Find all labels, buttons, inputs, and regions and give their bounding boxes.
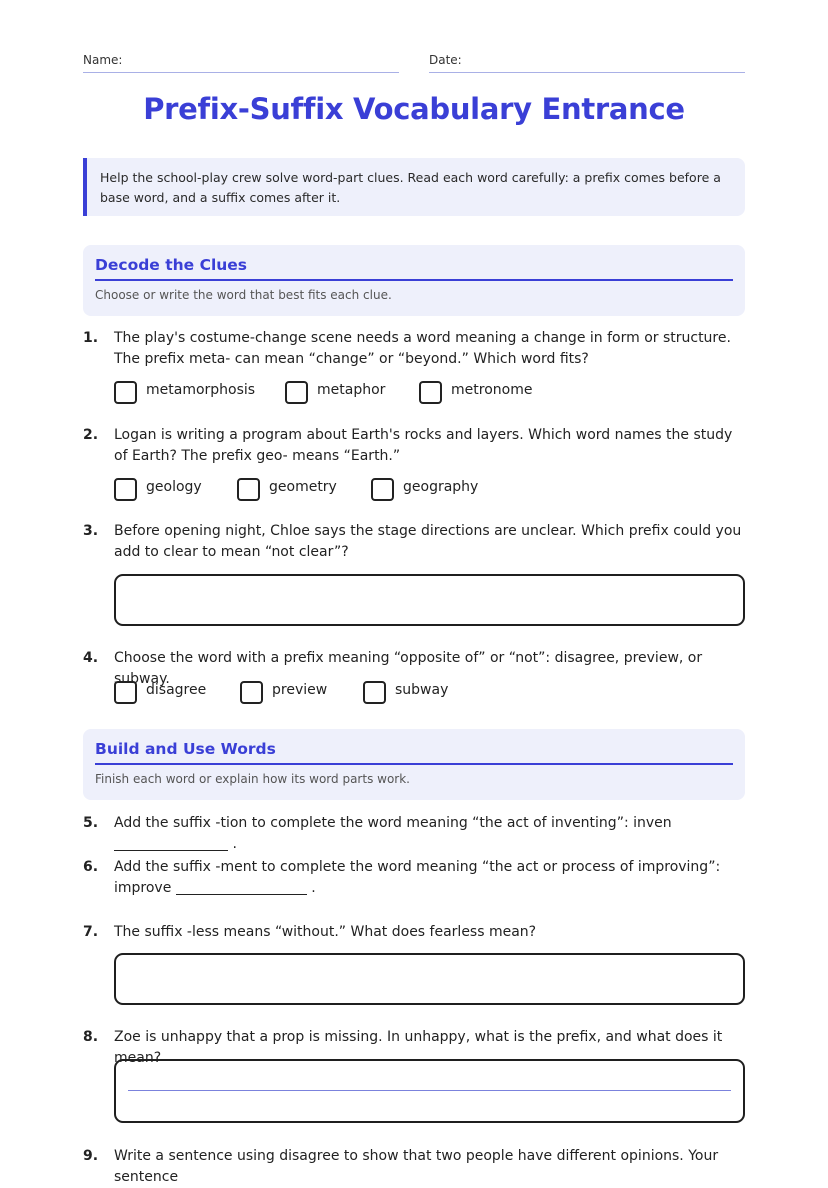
question-number: 7. bbox=[83, 924, 99, 940]
checkbox[interactable] bbox=[114, 681, 137, 704]
question-8 bbox=[83, 1027, 745, 1066]
question-text: Logan is writing a program about Earth's rocks and layers. Which word names the study of Earth? The prefix geo- means “Earth.” bbox=[114, 427, 733, 464]
section-subtitle: Choose or write the word that best fits each clue. bbox=[95, 288, 392, 302]
fill-in-blank[interactable] bbox=[176, 881, 307, 895]
question-text: Add the suffix -ment to complete the word meaning “the act or process of improving”: improve bbox=[114, 859, 721, 896]
date-field[interactable]: Date: bbox=[429, 52, 745, 73]
option-label: geology bbox=[146, 479, 202, 495]
question-1-options bbox=[114, 381, 534, 405]
checkbox[interactable] bbox=[240, 681, 263, 704]
question-number: 9. bbox=[83, 1148, 99, 1164]
question-3 bbox=[83, 521, 745, 563]
question-text: Choose the word with a prefix meaning “opposite of” or “not”: disagree, preview, or subway. bbox=[114, 650, 703, 687]
question-2 bbox=[83, 425, 745, 467]
question-text: Add the suffix -tion to complete the word meaning “the act of inventing”: inven bbox=[114, 815, 672, 831]
question-5 bbox=[83, 813, 745, 852]
question-text: Zoe is unhappy that a prop is missing. In unhappy, what is the prefix, and what does it mean? bbox=[114, 1029, 723, 1066]
section-title: Build and Use Words bbox=[95, 739, 733, 765]
question-text: Before opening night, Chloe says the stage directions are unclear. Which prefix could you add to clear to mean “not clear”? bbox=[114, 523, 742, 560]
question-number: 1. bbox=[83, 330, 99, 346]
answer-box[interactable] bbox=[114, 574, 745, 626]
question-4-options bbox=[114, 681, 514, 705]
checkbox[interactable] bbox=[114, 381, 137, 404]
option-label: metaphor bbox=[317, 382, 386, 398]
question-text-wrap bbox=[114, 857, 745, 899]
section-subtitle: Finish each word or explain how its word parts work. bbox=[95, 772, 410, 786]
checkbox[interactable] bbox=[371, 478, 394, 501]
question-text: The play's costume-change scene needs a word meaning a change in form or structure. The prefix meta- can mean “change” or “beyond.” Which word fits? bbox=[114, 330, 731, 367]
option-label: preview bbox=[272, 682, 328, 698]
checkbox[interactable] bbox=[237, 478, 260, 501]
question-text: Write a sentence using disagree to show that two people have different opinions. Your sentence bbox=[114, 1148, 719, 1185]
question-7 bbox=[83, 922, 745, 943]
question-text: The suffix -less means “without.” What does fearless mean? bbox=[114, 924, 537, 940]
writing-line bbox=[128, 1090, 731, 1091]
option-label: subway bbox=[395, 682, 449, 698]
question-number: 6. bbox=[83, 859, 99, 875]
question-number: 3. bbox=[83, 523, 99, 539]
section-decode-clues bbox=[83, 245, 745, 316]
answer-box[interactable] bbox=[114, 953, 745, 1005]
question-9 bbox=[83, 1146, 745, 1185]
question-number: 5. bbox=[83, 815, 99, 831]
question-number: 2. bbox=[83, 427, 99, 443]
question-text-wrap bbox=[114, 813, 745, 855]
question-2-options bbox=[114, 478, 534, 502]
name-date-row bbox=[83, 52, 745, 74]
checkbox[interactable] bbox=[363, 681, 386, 704]
option-label: geometry bbox=[269, 479, 337, 495]
checkbox[interactable] bbox=[114, 478, 137, 501]
question-6 bbox=[83, 857, 745, 899]
question-tail: . bbox=[232, 836, 237, 852]
question-4 bbox=[83, 648, 745, 687]
page-title: Prefix-Suffix Vocabulary Entrance bbox=[143, 92, 685, 126]
option-label: geography bbox=[403, 479, 479, 495]
option-label: metamorphosis bbox=[146, 382, 256, 398]
option-label: metronome bbox=[451, 382, 533, 398]
answer-box-lined[interactable] bbox=[114, 1059, 745, 1123]
question-tail: . bbox=[311, 880, 316, 896]
question-1 bbox=[83, 328, 745, 370]
section-title: Decode the Clues bbox=[95, 255, 733, 281]
intro-callout: Help the school-play crew solve word-part clues. Read each word carefully: a prefix comes before a base word, and a suffix comes after it. bbox=[83, 158, 745, 216]
checkbox[interactable] bbox=[419, 381, 442, 404]
name-field[interactable]: Name: bbox=[83, 52, 399, 73]
section-build-use-words bbox=[83, 729, 745, 800]
question-number: 8. bbox=[83, 1029, 99, 1045]
option-label: disagree bbox=[146, 682, 207, 698]
question-number: 4. bbox=[83, 650, 99, 666]
checkbox[interactable] bbox=[285, 381, 308, 404]
fill-in-blank[interactable] bbox=[114, 837, 228, 851]
